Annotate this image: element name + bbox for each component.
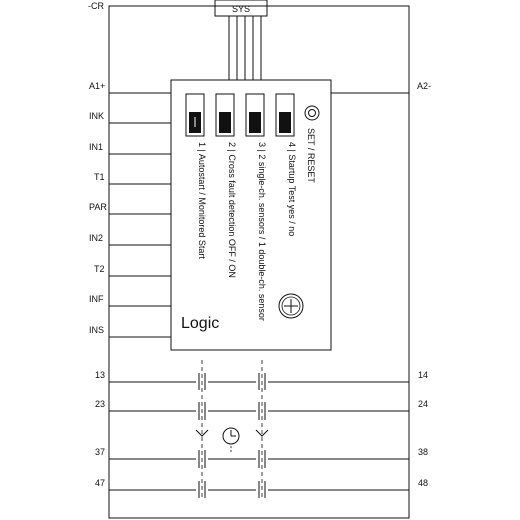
terminal-13-label: 13 [95,370,106,380]
dip-switch-1 [186,94,204,136]
terminal-37-label: 37 [95,447,106,457]
coupling-lines [202,360,262,500]
device-label: -CR [88,1,104,11]
potentiometer-icon [279,294,303,318]
switch-3-label: 3 | 2 single-ch. sensors / 1 double-ch. sensor [257,142,267,321]
terminal-inf-label: INF [89,294,104,304]
timer-icon [223,428,239,454]
terminal-ins-label: INS [89,325,105,335]
terminal-t2-label: T2 [94,264,105,274]
sys-bus-lines [229,16,261,80]
left-terminal-lines [109,93,171,337]
terminal-23-label: 23 [95,399,106,409]
dip-switch-4 [276,94,294,136]
terminal-in2-label: IN2 [89,233,104,243]
terminal-a1-label: A1+ [89,81,106,91]
terminal-par-label: PAR [89,202,107,212]
terminal-14-label: 14 [418,370,429,380]
contact-47-48 [109,481,409,498]
logic-label: Logic [181,315,220,332]
terminal-24-label: 24 [418,399,429,409]
dip-switch-3 [246,94,264,136]
terminal-38-label: 38 [418,447,429,457]
terminal-t1-label: T1 [94,172,105,182]
set-reset-button-icon [305,106,319,120]
terminal-ink-label: INK [89,111,105,121]
contact-13-14 [109,373,409,390]
switch-4-label: 4 | Startup Test yes / no [287,142,297,237]
set-reset-label: SET / RESET [306,128,316,183]
switch-1-label: 1 | Autostart / Monitored Start [197,142,207,259]
contact-37-38 [109,450,409,468]
switch-2-label: 2 | Cross fault detection OFF / ON [227,142,237,278]
dip-switch-2 [216,94,234,136]
terminal-47-label: 47 [95,478,106,488]
contact-23-24 [109,402,409,420]
terminal-a2-label: A2- [417,81,432,91]
terminal-48-label: 48 [418,478,429,488]
terminal-in1-label: IN1 [89,142,104,152]
sys-label: SYS [231,4,251,14]
